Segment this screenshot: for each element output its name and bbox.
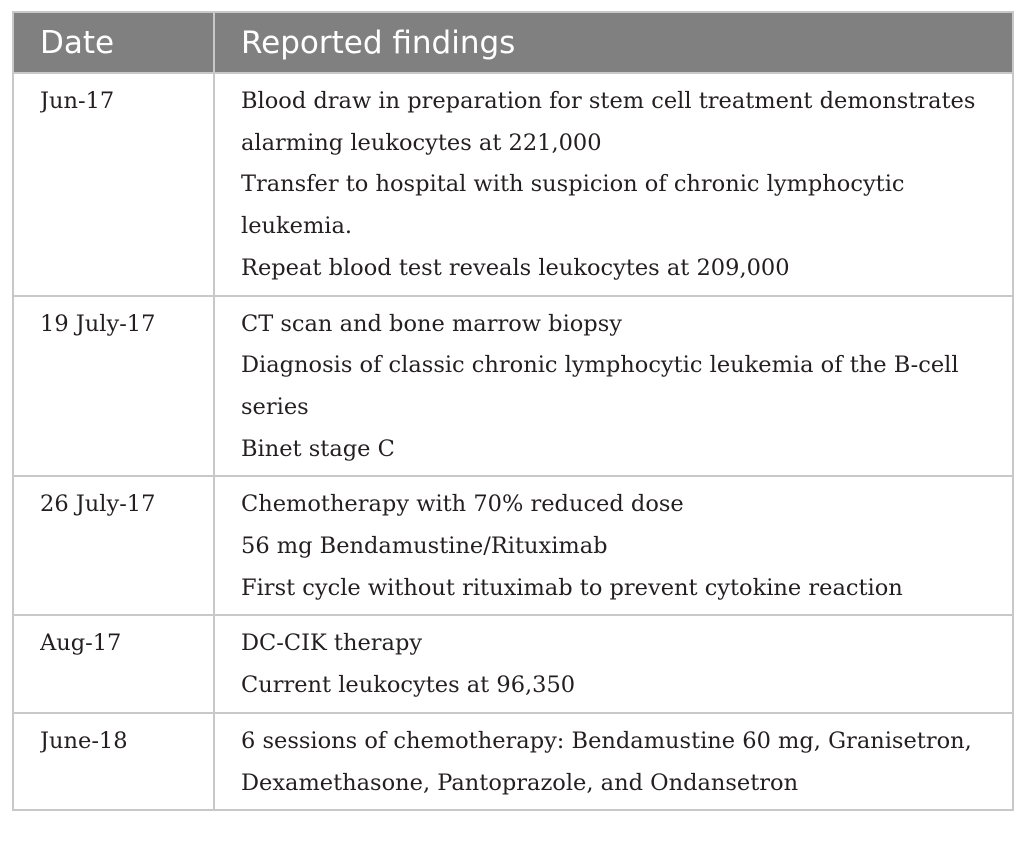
table-row [13,476,1013,615]
finding-line: Repeat blood test reveals leukocytes at 209,000 [241,254,790,281]
table-row [13,296,1013,477]
findings-cell [214,73,1013,296]
table-row [13,615,1013,712]
date-text: Aug-17 [40,630,122,657]
date-cell [13,615,214,712]
finding-line: alarming leukocytes at 221,000 [241,129,602,156]
finding-line: Binet stage C [241,435,395,462]
finding-line: series [241,393,309,420]
header-findings: Reported findings [214,12,1013,73]
finding-line: Chemotherapy with 70% reduced dose [241,491,684,518]
date-text: Jun-17 [40,88,115,114]
table-header [13,12,1013,73]
date-text: June-18 [40,727,128,754]
date-cell [13,476,214,615]
date-text: 26 July-17 [40,491,156,518]
date-text: 19 July-17 [40,310,156,337]
finding-line: Dexamethasone, Pantoprazole, and Ondansetron [241,769,799,796]
table-row [13,73,1013,296]
findings-cell [214,476,1013,615]
findings-table [12,11,1014,811]
finding-line: Diagnosis of classic chronic lymphocytic leukemia of the B-cell [241,352,959,379]
finding-line: 6 sessions of chemotherapy: Bendamustine 60 mg, Granisetron, [241,727,972,754]
findings-cell [214,296,1013,477]
header-row [13,12,1013,73]
header-date: Date [13,12,214,73]
date-cell [13,73,214,296]
finding-line: leukemia. [241,213,353,240]
findings-cell [214,713,1013,810]
finding-line: CT scan and bone marrow biopsy [241,310,622,337]
table-body [13,73,1013,810]
finding-line: Transfer to hospital with suspicion of chronic lymphocytic [241,171,905,198]
table-row [13,713,1013,810]
date-cell [13,713,214,810]
finding-line: Blood draw in preparation for stem cell treatment demonstrates [241,88,976,114]
finding-line: Current leukocytes at 96,350 [241,672,576,699]
findings-cell [214,615,1013,712]
finding-line: First cycle without rituximab to prevent cytokine reaction [241,574,903,601]
date-cell [13,296,214,477]
finding-line: DC-CIK therapy [241,630,423,657]
finding-line: 56 mg Bendamustine/Rituximab [241,533,608,560]
